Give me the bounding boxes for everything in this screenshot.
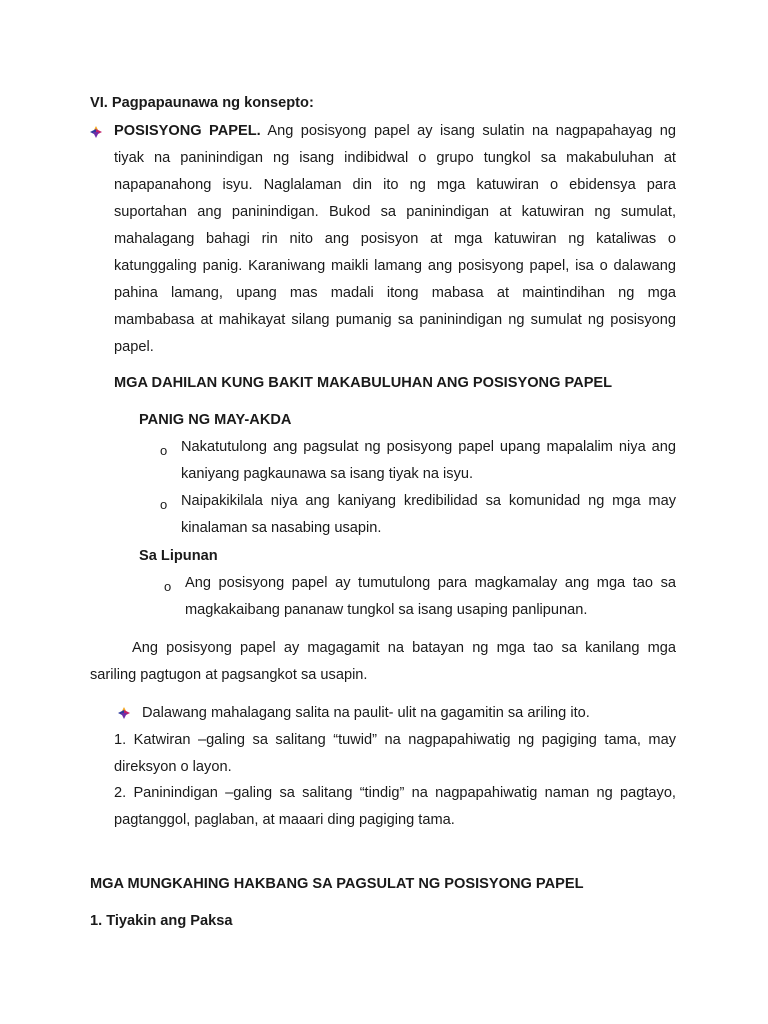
intro-first-line-text: Ang posisyong papel ay isang sulatin na nagpapahayag ng xyxy=(267,123,677,139)
circle-bullet: o xyxy=(160,497,168,512)
society-item-line: magkakaibang pananaw tungkol sa isang usaping panlipunan. xyxy=(185,602,588,618)
two-words-item-line: 2. Paninindigan –galing sa salitang “tindig” na nagpapahiwatig naman ng pagtayo, xyxy=(114,785,676,801)
intro-line: tiyak na paninindigan ng isang indibidwal o grupo tungkol sa makabuluhan at xyxy=(114,150,676,166)
two-words-intro: Dalawang mahalagang salita na paulit- ulit na gagamitin sa ariling ito. xyxy=(142,705,590,721)
author-item-line: kinalaman sa nasabing usapin. xyxy=(181,520,382,536)
intro-line: suportahan ang paninindigan. Bukod sa paninindigan at katuwiran ng sumulat, xyxy=(114,204,676,220)
society-side-heading: Sa Lipunan xyxy=(139,548,218,564)
author-item-line: Naipakikilala niya ang kaniyang kredibilidad sa komunidad ng mga may xyxy=(181,493,676,509)
intro-line: mahalagang bahagi rin nito ang posisyon at mga katuwiran ng kataliwas o xyxy=(114,231,676,247)
intro-line: katunggaling panig. Karaniwang maikli lamang ang posisyong papel, isa o dalawang xyxy=(114,258,676,274)
two-words-item-line: pagtanggol, paglaban, at maaari ding pagiging tama. xyxy=(114,812,455,828)
circle-bullet: o xyxy=(164,579,172,594)
intro-line: pahina lamang, upang mas madali itong mabasa at maintindihan ng mga xyxy=(114,285,676,301)
intro-line: napapanahong isyu. Naglalaman din ito ng mga katuwiran o ebidensya para xyxy=(114,177,676,193)
circle-bullet: o xyxy=(160,443,168,458)
author-item-line: Nakatutulong ang pagsulat ng posisyong papel upang mapalalim niya ang xyxy=(181,439,676,455)
usage-paragraph-line: sariling pagtugon at pagsangkot sa usapin. xyxy=(90,667,368,683)
intro-line: mambabasa at mahikayat silang pumanig sa paninindigan ng sumulat ng posisyong xyxy=(114,312,676,328)
section-heading: VI. Pagpapaunawa ng konsepto: xyxy=(90,95,314,111)
diamond-bullet-icon xyxy=(117,706,131,720)
author-item-line: kaniyang pagkaunawa sa isang tiyak na isyu. xyxy=(181,466,474,482)
society-item-line: Ang posisyong papel ay tumutulong para magkamalay ang mga tao sa xyxy=(185,575,676,591)
intro-first-line xyxy=(114,123,676,139)
intro-term: POSISYONG PAPEL. xyxy=(114,123,261,139)
steps-heading: MGA MUNGKAHING HAKBANG SA PAGSULAT NG POSISYONG PAPEL xyxy=(90,876,584,892)
two-words-item-line: direksyon o layon. xyxy=(114,759,232,775)
reasons-heading: MGA DAHILAN KUNG BAKIT MAKABULUHAN ANG POSISYONG PAPEL xyxy=(114,375,613,391)
usage-paragraph-line: Ang posisyong papel ay magagamit na batayan ng mga tao sa kanilang mga xyxy=(132,640,676,656)
author-side-heading: PANIG NG MAY-AKDA xyxy=(139,412,292,428)
intro-line: papel. xyxy=(114,339,154,355)
step1-heading: 1. Tiyakin ang Paksa xyxy=(90,913,233,929)
two-words-item-line: 1. Katwiran –galing sa salitang “tuwid” na nagpapahiwatig ng pagiging tama, may xyxy=(114,732,676,748)
diamond-bullet-icon xyxy=(89,125,103,139)
